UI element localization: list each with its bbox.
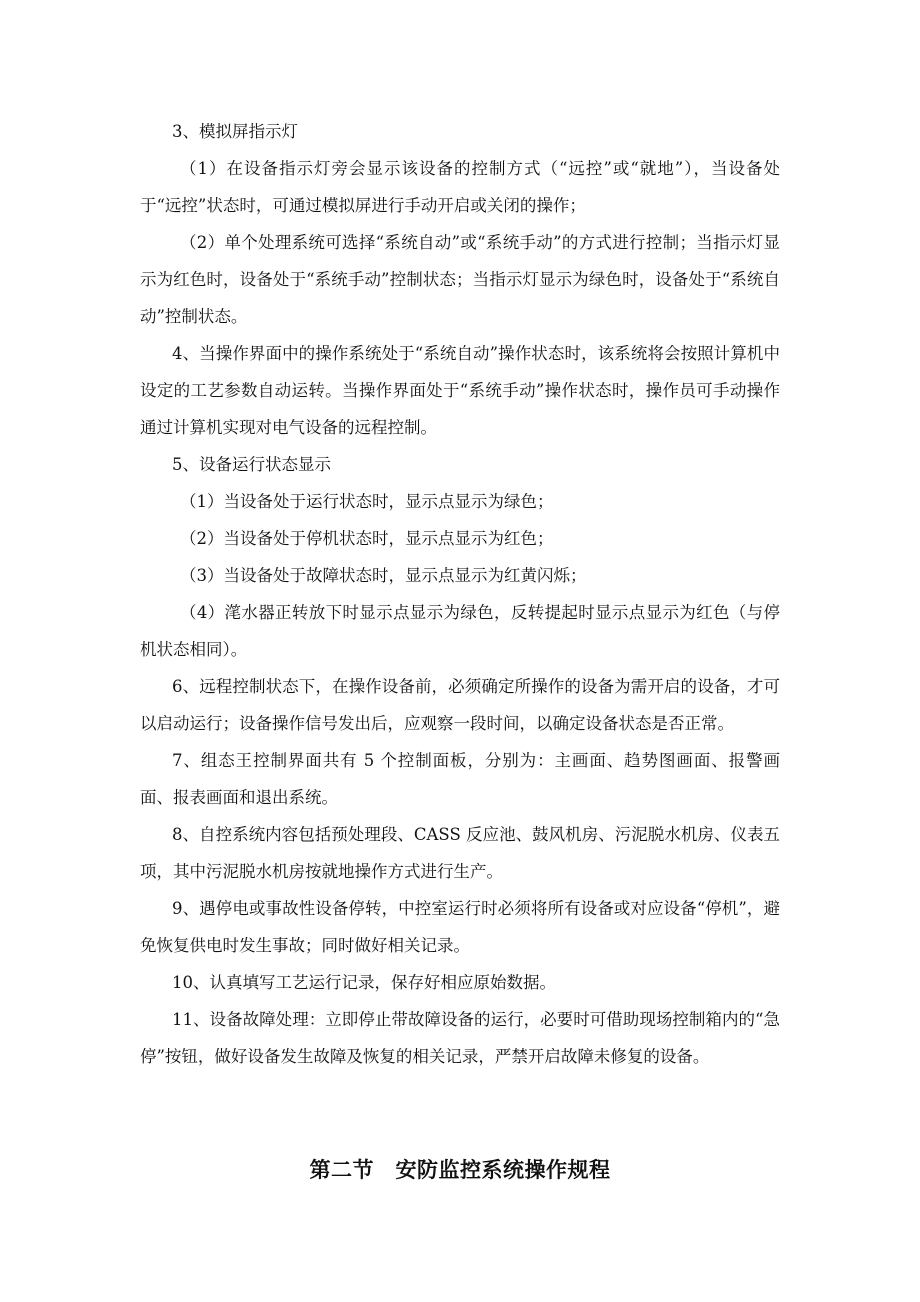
item-3-sub-2: （2）单个处理系统可选择“系统自动”或“系统手动”的方式进行控制；当指示灯显示为红色时，设备处于“系统手动”控制状态；当指示灯显示为绿色时，设备处于“系统自动”控制状态。	[140, 233, 780, 326]
section-title: 第二节 安防监控系统操作规程	[309, 1158, 611, 1182]
item-11: 11、设备故障处理：立即停止带故障设备的运行，必要时可借助现场控制箱内的“急停”按钮，做好设备发生故障及恢复的相关记录，严禁开启故障未修复的设备。	[140, 1010, 780, 1066]
item-5-heading: 5、设备运行状态显示	[172, 455, 331, 474]
item-6: 6、远程控制状态下，在操作设备前，必须确定所操作的设备为需开启的设备，才可以启动运行；设备操作信号发出后，应观察一段时间，以确定设备状态是否正常。	[140, 677, 780, 733]
item-7: 7、组态王控制界面共有 5 个控制面板，分别为：主画面、趋势图画面、报警画面、报表画面和退出系统。	[140, 751, 780, 807]
item-3-heading: 3、模拟屏指示灯	[172, 122, 298, 141]
item-5-sub-3: （3）当设备处于故障状态时，显示点显示为红黄闪烁；	[180, 566, 587, 585]
item-5-sub-2: （2）当设备处于停机状态时，显示点显示为红色；	[180, 529, 554, 548]
item-10: 10、认真填写工艺运行记录，保存好相应原始数据。	[172, 973, 556, 992]
document-body	[140, 113, 780, 1075]
item-8: 8、自控系统内容包括预处理段、CASS 反应池、鼓风机房、污泥脱水机房、仪表五项，其中污泥脱水机房按就地操作方式进行生产。	[140, 825, 780, 881]
item-5-sub-4: （4）滗水器正转放下时显示点显示为绿色，反转提起时显示点显示为红色（与停机状态相同）。	[140, 603, 780, 659]
item-9: 9、遇停电或事故性设备停转，中控室运行时必须将所有设备或对应设备“停机”，避免恢复供电时发生事故；同时做好相关记录。	[140, 899, 780, 955]
item-5-sub-1: （1）当设备处于运行状态时，显示点显示为绿色；	[180, 492, 554, 511]
item-4: 4、当操作界面中的操作系统处于“系统自动”操作状态时，该系统将会按照计算机中设定的工艺参数自动运转。当操作界面处于“系统手动”操作状态时，操作员可手动操作通过计算机实现对电气设备的远程控制。	[140, 344, 780, 437]
item-3-sub-1: （1）在设备指示灯旁会显示该设备的控制方式（“远控”或“就地”），当设备处于“远控”状态时，可通过模拟屏进行手动开启或关闭的操作；	[140, 159, 780, 215]
